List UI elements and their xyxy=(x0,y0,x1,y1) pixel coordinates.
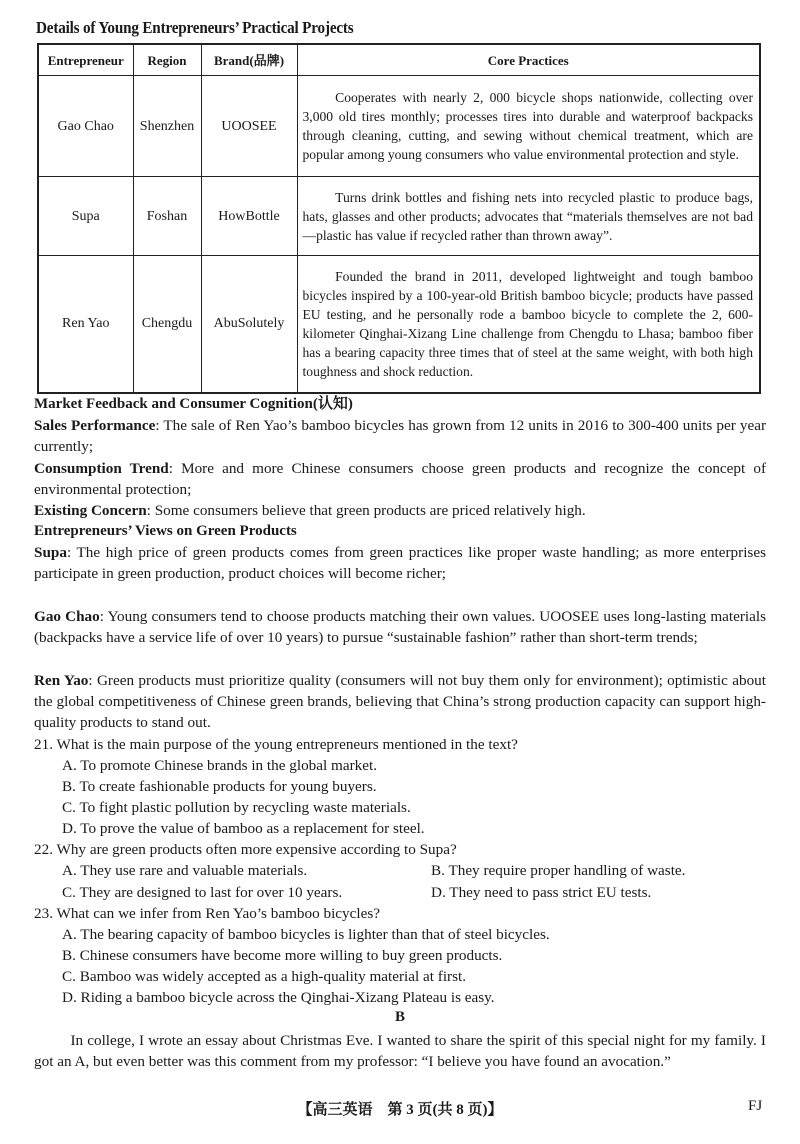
view-text: Green products must prioritize quality (consumers will not buy them only for environment); optimistic about the global competitiveness of Chinese green brands, believing that China’s strong production capacity can support high-quality products to stand out. xyxy=(34,672,766,731)
question-23-option-a[interactable]: A. The bearing capacity of bamboo bicycles is lighter than that of steel bicycles. xyxy=(62,926,550,943)
question-22-option-a[interactable]: A. They use rare and valuable materials. xyxy=(62,862,308,879)
table-row xyxy=(38,76,760,177)
question-23-stem: 23. What can we infer from Ren Yao’s bamboo bicycles? xyxy=(34,905,380,922)
cell-region: Chengdu xyxy=(133,256,201,393)
header-brand: Brand(品牌) xyxy=(201,44,297,76)
market-label: Consumption Trend xyxy=(34,460,169,477)
question-21-option-b[interactable]: B. To create fashionable products for young buyers. xyxy=(62,778,377,795)
view-text: The high price of green products comes from green practices like proper waste handling; as more enterprises participate in green production, product choices will become richer; xyxy=(34,544,766,582)
colon: : xyxy=(88,672,97,689)
cell-entrepreneur: Gao Chao xyxy=(38,76,133,177)
market-heading: Market Feedback and Consumer Cognition(认知) xyxy=(34,396,353,412)
cell-practices: Cooperates with nearly 2, 000 bicycle shops nationwide, collecting over 3,000 old tires monthly; processes tires into durable and waterproof backpacks through cleaning, cutting, and sewing without chemical treatment, which are popular among young consumers who value environmental protection and style. xyxy=(297,76,760,177)
colon: : xyxy=(168,460,182,477)
cell-brand: HowBottle xyxy=(201,177,297,256)
view-label: Gao Chao xyxy=(34,608,100,625)
question-21-option-c[interactable]: C. To fight plastic pollution by recycling waste materials. xyxy=(62,799,411,816)
table-header-row xyxy=(38,44,760,76)
question-23-option-d[interactable]: D. Riding a bamboo bicycle across the Qinghai-Xizang Plateau is easy. xyxy=(62,989,495,1006)
cell-entrepreneur: Supa xyxy=(38,177,133,256)
table-row xyxy=(38,177,760,256)
market-text: The sale of Ren Yao’s bamboo bicycles has grown from 12 units in 2016 to 300-400 units per year currently; xyxy=(34,417,766,455)
question-21-stem: 21. What is the main purpose of the young entrepreneurs mentioned in the text? xyxy=(34,736,518,753)
question-23-option-c[interactable]: C. Bamboo was widely accepted as a high-quality material at first. xyxy=(62,968,467,985)
header-entrepreneur: Entrepreneur xyxy=(38,44,133,76)
cell-entrepreneur: Ren Yao xyxy=(38,256,133,393)
question-23-option-b[interactable]: B. Chinese consumers have become more willing to buy green products. xyxy=(62,947,503,964)
colon: : xyxy=(99,608,108,625)
question-22-option-b[interactable]: B. They require proper handling of waste. xyxy=(431,862,686,879)
question-22-option-d[interactable]: D. They need to pass strict EU tests. xyxy=(431,884,652,901)
market-label: Existing Concern xyxy=(34,502,147,519)
view-ren-yao xyxy=(34,670,766,733)
section-b-label: B xyxy=(394,1009,405,1025)
cell-brand: AbuSolutely xyxy=(201,256,297,393)
footer-code: FJ xyxy=(748,1098,763,1114)
market-item-concern xyxy=(34,500,766,521)
cell-brand: UOOSEE xyxy=(201,76,297,177)
cell-practices: Founded the brand in 2011, developed lightweight and tough bamboo bicycles inspired by a 100-year-old British bamboo bicycle; products have passed EU testing, and he personally rode a bamboo bicycle to complete the 2, 600-kilometer Qinghai-Xizang Line challenge from Chengdu to Lhasa; bamboo fiber has a bearing capacity three times that of steel at the same weight, with both high toughness and shock reduction. xyxy=(297,256,760,393)
question-22-option-c[interactable]: C. They are designed to last for over 10 years. xyxy=(62,884,343,901)
market-text: Some consumers believe that green products are priced relatively high. xyxy=(154,502,586,519)
views-heading: Entrepreneurs’ Views on Green Products xyxy=(34,523,297,539)
colon: : xyxy=(146,502,155,519)
question-21-option-d[interactable]: D. To prove the value of bamboo as a replacement for steel. xyxy=(62,820,425,837)
header-region: Region xyxy=(133,44,201,76)
view-gao-chao xyxy=(34,606,766,648)
question-22-stem: 22. Why are green products often more expensive according to Supa? xyxy=(34,841,457,858)
table-row xyxy=(38,256,760,393)
view-text: Young consumers tend to choose products matching their own values. UOOSEE uses long-lasting materials (backpacks have a service life of over 10 years) to pursue “sustainable fashion” rather than short-term trends; xyxy=(34,608,767,646)
market-label: Sales Performance xyxy=(34,417,156,434)
page-footer: 【高三英语 第 3 页(共 8 页)】 xyxy=(297,1102,503,1118)
view-label: Ren Yao xyxy=(34,672,89,689)
question-21-option-a[interactable]: A. To promote Chinese brands in the global market. xyxy=(62,757,377,774)
entrepreneurs-table xyxy=(37,43,761,394)
market-text: More and more Chinese consumers choose green products and recognize the concept of environmental protection; xyxy=(34,460,766,498)
market-item-trend xyxy=(34,458,766,500)
table-title: Details of Young Entrepreneurs’ Practical Projects xyxy=(36,18,354,37)
cell-practices: Turns drink bottles and fishing nets into recycled plastic to produce bags, hats, glasses and other products; advocates that “materials themselves are not bad—plastic has value if recycled rather than thrown away”. xyxy=(297,177,760,256)
colon: : xyxy=(66,544,77,561)
colon: : xyxy=(155,417,164,434)
section-b-paragraph: In college, I wrote an essay about Christmas Eve. I wanted to share the spirit of this special night for my family. I got an A, but even better was this comment from my professor: “I believe you have found an avocation.” xyxy=(34,1032,766,1070)
cell-region: Shenzhen xyxy=(133,76,201,177)
market-item-sales xyxy=(34,415,766,457)
view-supa xyxy=(34,542,766,584)
view-label: Supa xyxy=(34,544,67,561)
header-core-practices: Core Practices xyxy=(297,44,760,76)
cell-region: Foshan xyxy=(133,177,201,256)
